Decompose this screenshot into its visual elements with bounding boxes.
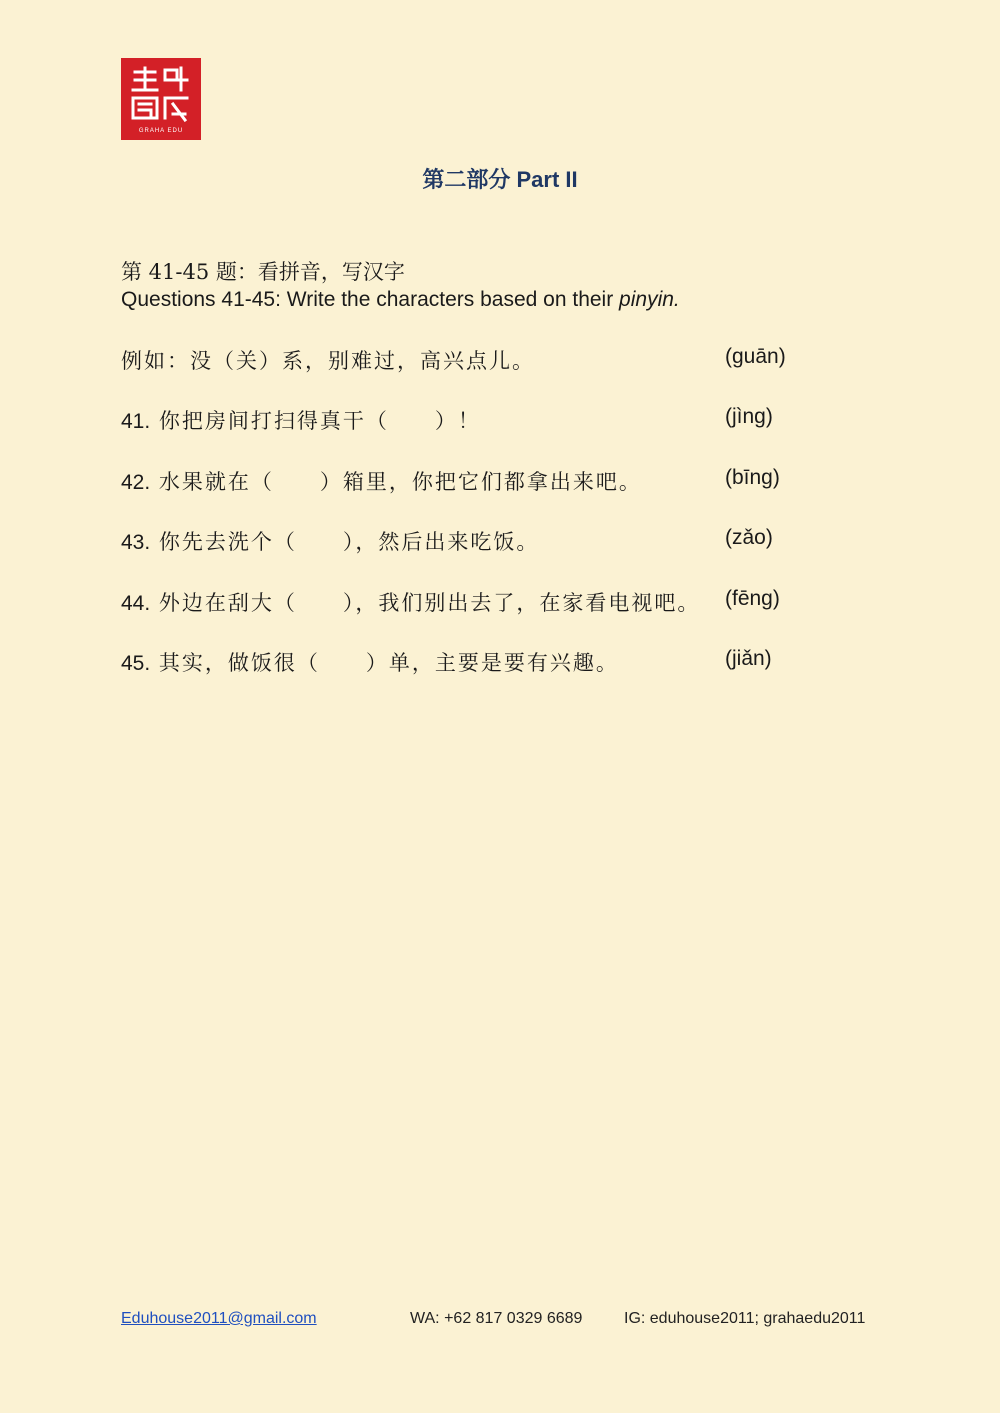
question-text: 例如：没（关）系，别难过，高兴点儿。 (121, 349, 535, 373)
footer-email-link[interactable]: Eduhouse2011@gmail.com (121, 1310, 317, 1327)
question-number: 44. (121, 592, 151, 615)
question-pinyin: (bīng) (725, 466, 780, 489)
page-title: 第二部分 Part II (422, 167, 578, 192)
question-pinyin: (guān) (725, 345, 786, 368)
question-text: 其实，做饭很（ ）单，主要是要有兴趣。 (158, 651, 619, 675)
question-pinyin: (jìng) (725, 405, 773, 428)
instruction-english-text: Questions 41-45: Write the characters based on their (121, 288, 620, 311)
instruction-chinese: 第 41-45 题：看拼音，写汉字 (121, 260, 405, 284)
question-row-43 (121, 526, 801, 556)
question-line (121, 466, 642, 496)
question-number: 41. (121, 410, 151, 433)
question-number: 43. (121, 531, 151, 554)
instruction-english (121, 288, 680, 312)
question-line (121, 587, 700, 617)
question-line (121, 526, 539, 556)
question-number: 45. (121, 652, 151, 675)
question-row-45 (121, 647, 801, 677)
question-text: 外边在刮大（ ），我们别出去了，在家看电视吧。 (158, 591, 701, 615)
question-text: 水果就在（ ）箱里，你把它们都拿出来吧。 (158, 470, 642, 494)
example-row (121, 345, 801, 375)
question-pinyin: (jiǎn) (725, 647, 772, 670)
logo-text: GRAHA EDU (138, 128, 184, 134)
footer-whatsapp: WA: +62 817 0329 6689 (410, 1310, 583, 1327)
question-row-44 (121, 587, 801, 617)
question-text: 你把房间打扫得真干（ ）！ (158, 409, 481, 433)
logo-seal-icon (121, 58, 201, 140)
question-number: 42. (121, 471, 151, 494)
question-line (121, 405, 481, 435)
question-pinyin: (fēng) (725, 587, 780, 610)
question-row-41 (121, 405, 801, 435)
question-text: 你先去洗个（ ），然后出来吃饭。 (158, 530, 540, 554)
question-row-42 (121, 466, 801, 496)
instruction-english-italic: pinyin. (619, 288, 680, 311)
footer-instagram: IG: eduhouse2011; grahaedu2011 (624, 1310, 866, 1327)
question-pinyin: (zǎo) (725, 526, 773, 549)
graha-edu-logo (121, 58, 201, 140)
question-line (121, 647, 619, 677)
